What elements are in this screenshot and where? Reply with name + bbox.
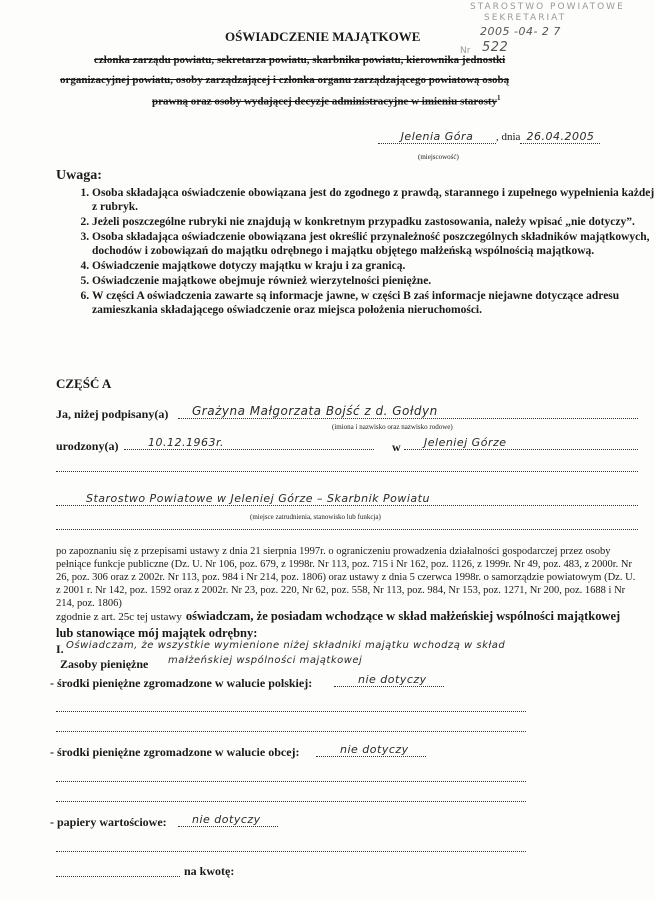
securities-value: nie dotyczy — [178, 813, 278, 827]
document-title: OŚWIADCZENIE MAJĄTKOWE — [225, 29, 421, 44]
note-item: 1. Osoba składająca oświadczenie obowiązana jest do zgodnego z prawdą, starannego i zupełnego wypełnienia każdej z rubryk. — [92, 186, 655, 214]
stamp-number-label: Nr — [460, 46, 471, 56]
born-date: 10.12.1963r. — [124, 436, 374, 450]
subtitle-line-2: organizacyjnej powiatu, osoby zarządzającej i członka organu zarządzającego powiatową osobą — [60, 74, 510, 86]
born-place: Jeleniej Górze — [404, 436, 638, 450]
subtitle-line-3-text: prawną oraz osoby wydającej decyzje administracyjne w imieniu starosty — [152, 95, 498, 108]
employment-value: Starostwo Powiatowe w Jeleniej Górze – Skarbnik Powiatu — [56, 492, 638, 506]
blank-line — [56, 800, 526, 802]
securities-label: - papiery wartościowe: — [50, 815, 167, 829]
notes-heading: Uwaga: — [56, 168, 102, 183]
section-handwritten-note-1: Oświadczam, że wszystkie wymienione niżej składniki majątku wchodzą w skład — [66, 640, 506, 651]
section-number: I. — [56, 642, 64, 656]
blank-line — [56, 730, 526, 732]
place-value: Jelenia Góra — [378, 130, 496, 144]
declaration-text: oświadczam, że posiadam wchodzące w skład małżeńskiej wspólności majątkowej lub stanowiące mój majątek odrębny: — [56, 609, 621, 640]
subtitle-line-3 — [152, 94, 501, 108]
note-item: 3. Osoba składająca oświadczenie obowiązana jest określić przynależność poszczególnych składników majątkowych, dochodów i zobowiązań do majątku odrębnego i majątku objętego małżeńską wspólnością majątkową. — [92, 230, 655, 258]
name-hint: (imiona i nazwisko oraz nazwisko rodowe) — [332, 423, 453, 431]
declaration-row — [56, 608, 638, 641]
fx-label: - środki pieniężne zgromadzone w walucie obcej: — [50, 745, 300, 759]
note-item: 6. W części A oświadczenia zawarte są informacje jawne, w części B zaś informacje niejawne dotyczące adresu zamieszkania składającego oświadczenie oraz miejsca położenia nieruchomości. — [92, 289, 655, 317]
name-label: Ja, niżej podpisany(a) — [56, 407, 169, 421]
subtitle-line-1-text: członka zarządu powiatu, sekretarza powiatu, skarbnika powiatu, kierownika jednostki — [94, 54, 506, 66]
place-hint: (miejscowość) — [418, 153, 459, 161]
blank-line — [56, 710, 526, 712]
part-a-heading: CZĘŚĆ A — [56, 376, 112, 391]
blank-line — [56, 850, 526, 852]
stamp-received-date: 2005 -04- 2 7 — [480, 25, 561, 38]
registry-stamp — [470, 2, 625, 24]
stamp-handwritten-number: 522 — [482, 40, 509, 55]
date-label: , dnia — [496, 131, 521, 143]
born-label: urodzony(a) — [56, 439, 119, 453]
section-label: Zasoby pieniężne — [60, 657, 149, 671]
law-reference-text: po zapoznaniu się z przepisami ustawy z dnia 21 sierpnia 1997r. o ograniczeniu prowadzenia działalności gospodarczej przez osoby pełniące funkcje publiczne (Dz. U. Nr 106, poz. 679, z 1998r. Nr 113, poz. 715 i Nr 162, poz. 1126, z 1999r. Nr 49, poz. 483, z 2000r. Nr 26, poz. 306 oraz z 2002r. Nr 113, poz. 984 i Nr 214, poz. 1806) oraz ustawy z dnia 5 czerwca 1998r. o samorządzie powiatowym (Dz. U. z 2001 r. Nr 142, poz. 1592 oraz z 2002r. Nr 23, poz. 220, Nr 62, poz. 558, Nr 113, poz. 984, Nr 153, poz. 1271, Nr 200, poz. 1688 i Nr 214, poz. 1806) — [56, 546, 636, 609]
subtitle-line-1 — [94, 54, 505, 66]
note-item: 2. Jeżeli poszczególne rubryki nie znajdują w konkretnym przypadku zastosowania, należy wpisać „nie dotyczy”. — [92, 215, 655, 229]
blank-line — [56, 528, 638, 530]
blank-line — [56, 780, 526, 782]
note-item: 4. Oświadczenie majątkowe dotyczy majątku w kraju i za granicą. — [92, 259, 655, 273]
amount-label: na kwotę: — [184, 864, 235, 878]
notes-list — [70, 186, 655, 318]
stamp-secretariat: SEKRETARIAT — [484, 13, 567, 23]
stamp-office: STAROSTWO POWIATOWE — [470, 2, 625, 12]
section-handwritten-note-2: małżeńskiej wspólności majątkowej — [168, 655, 363, 666]
amount-dots — [56, 875, 180, 877]
fx-value: nie dotyczy — [316, 743, 426, 757]
article-reference: zgodnie z art. 25c tej ustawy — [56, 611, 182, 623]
name-value: Grażyna Małgorzata Bojść z d. Gołdyn — [178, 404, 638, 419]
blank-line — [56, 470, 638, 472]
employment-hint: (miejsce zatrudnienia, stanowisko lub funkcja) — [250, 513, 381, 521]
place-date-row — [378, 130, 600, 144]
born-in-label: w — [392, 440, 401, 454]
note-item: 5. Oświadczenie majątkowe obejmuje również wierzytelności pieniężne. — [92, 274, 655, 288]
pln-value: nie dotyczy — [334, 673, 444, 687]
pln-label: - środki pieniężne zgromadzone w walucie polskiej: — [50, 676, 313, 690]
footnote-mark: 1 — [497, 94, 501, 102]
date-value: 26.04.2005 — [520, 130, 600, 144]
